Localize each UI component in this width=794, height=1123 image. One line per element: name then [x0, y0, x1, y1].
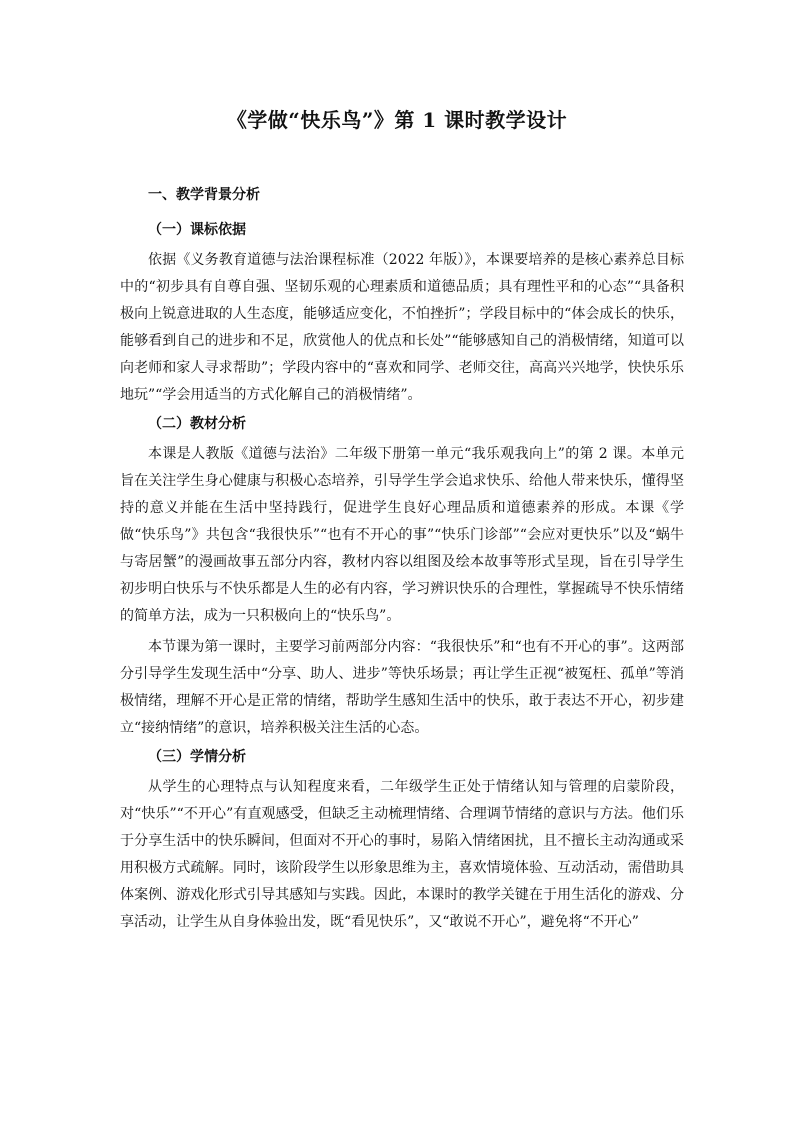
paragraph-textbook-analysis-1: 本课是人教版《道德与法治》二年级下册第一单元“我乐观我向上”的第 2 课。本单元旨在关注学生身心健康与积极心态培养，引导学生学会追求快乐、给他人带来快乐，懂得坚持的意义并能在生活中坚持践行，促进学生良好心理品质和道德素养的形成。本课《学做“快乐鸟”》共包含“我很快乐”“也有不开心的事”“快乐门诊部”“会应对更快乐”以及“蜗牛与寄居蟹”的漫画故事五部分内容，教材内容以组图及绘本故事等形式呈现，旨在引导学生初步明白快乐与不快乐都是人生的必有内容，学习辨识快乐的合理性，掌握疏导不快乐情绪的简单方法，成为一只积极向上的“快乐鸟”。: [120, 446, 684, 624]
subsection-heading-curriculum: （一）课标依据: [148, 222, 246, 238]
paragraph-curriculum-basis: 依据《义务教育道德与法治课程标准（2022 年版）》，本课要培养的是核心素养总目标中的“初步具有自尊自强、坚韧乐观的心理素质和道德品质；具有理性平和的心态”“具备积极向上锐意进取的人生态度，能够适应变化，不怕挫折”；学段目标中的“体会成长的快乐，能够看到自己的进步和不足，欣赏他人的优点和长处”“能够感知自己的消极情绪，知道可以向老师和家人寻求帮助”；学段内容中的“喜欢和同学、老师交往，高高兴兴地学，快快乐乐地玩”“学会用适当的方式化解自己的消极情绪”。: [120, 252, 684, 403]
section-heading-background: 一、教学背景分析: [148, 187, 260, 203]
subsection-heading-learners: （三）学情分析: [148, 749, 246, 765]
paragraph-textbook-analysis-2: 本节课为第一课时，主要学习前两部分内容：“我很快乐”和“也有不开心的事”。这两部分引导学生发现生活中“分享、助人、进步”等快乐场景；再让学生正视“被冤枉、孤单”等消极情绪，理解不开心是正常的情绪，帮助学生感知生活中的快乐，敢于表达不开心，初步建立“接纳情绪”的意识，培养积极关注生活的心态。: [120, 639, 684, 736]
document-body: [120, 184, 684, 940]
paragraph-learner-analysis: 从学生的心理特点与认知程度来看，二年级学生正处于情绪认知与管理的启蒙阶段，对“快乐”“不开心”有直观感受，但缺乏主动梳理情绪、合理调节情绪的意识与方法。他们乐于分享生活中的快乐瞬间，但面对不开心的事时，易陷入情绪困扰，且不擅长主动沟通或采用积极方式疏解。同时，该阶段学生以形象思维为主，喜欢情境体验、互动活动，需借助具体案例、游戏化形式引导其感知与实践。因此，本课时的教学关键在于用生活化的游戏、分享活动，让学生从自身体验出发，既“看见快乐”，又“敢说不开心”，避免将“不开心”: [120, 779, 684, 930]
document-title: 《学做“快乐鸟”》第 1 课时教学设计: [226, 108, 568, 132]
subsection-heading-textbook: （二）教材分析: [148, 416, 246, 432]
